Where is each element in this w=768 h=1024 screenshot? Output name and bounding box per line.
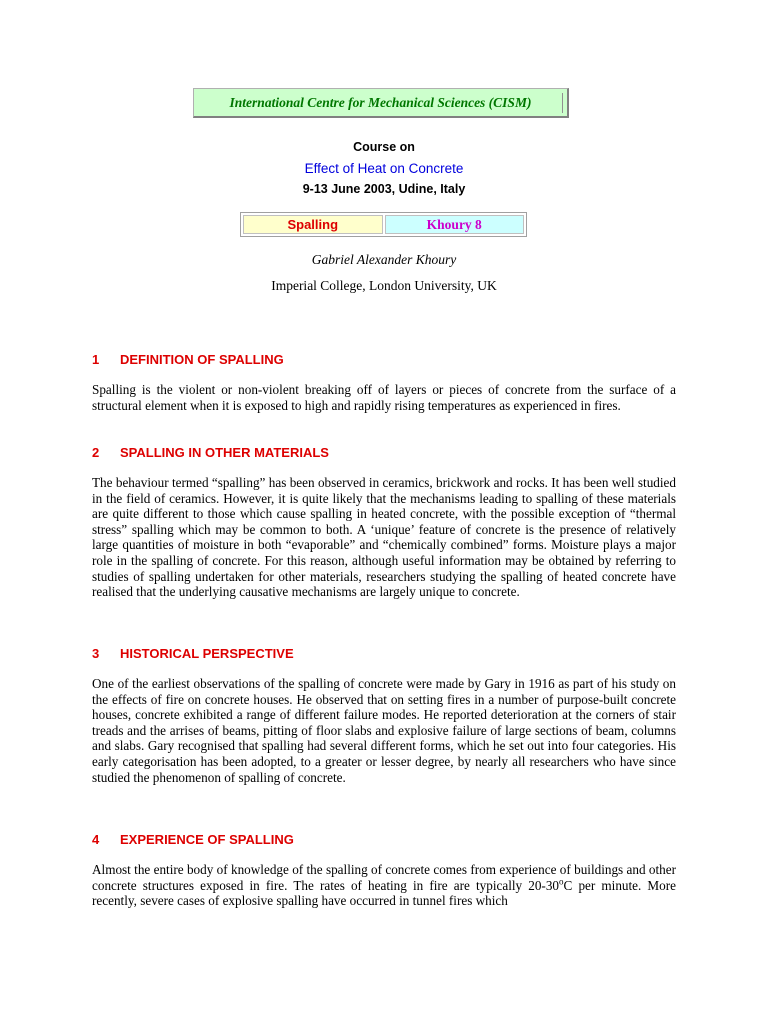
section-historical [92, 646, 676, 785]
section-number: 4 [92, 832, 100, 847]
section-title: SPALLING IN OTHER MATERIALS [120, 445, 329, 460]
section-body [92, 862, 676, 909]
section-body: Spalling is the violent or non-violent breaking off of layers or pieces of concrete from the surface of a structural element when it is exposed to high and rapidly rising temperatures as experienced in fires. [92, 382, 676, 413]
section-number: 3 [92, 646, 100, 661]
body-text-part: Almost the entire body of knowledge of the spalling of concrete comes from experience of buildings and other concrete structures exposed in fire. The rates of heating in fire are typically 20-30 [92, 862, 676, 893]
topic-tag: Spalling [243, 215, 383, 234]
institution-banner [193, 88, 569, 118]
section-number: 2 [92, 445, 100, 460]
section-definition [92, 352, 676, 413]
course-date: 9-13 June 2003, Udine, Italy [302, 182, 466, 196]
section-number: 1 [92, 352, 100, 367]
section-title: DEFINITION OF SPALLING [120, 352, 284, 367]
course-label: Course on [353, 140, 415, 154]
author-name: Gabriel Alexander Khoury [311, 252, 457, 267]
section-title: EXPERIENCE OF SPALLING [120, 832, 294, 847]
lecture-tag: Khoury 8 [385, 215, 525, 234]
banner-divider [562, 93, 563, 113]
section-experience [92, 832, 676, 909]
section-title: HISTORICAL PERSPECTIVE [120, 646, 294, 661]
body-text-part: C per minute. More recently, severe cases of explosive spalling have occurred in tunnel fires which [92, 877, 676, 909]
section-heading [92, 646, 676, 662]
section-heading [92, 445, 676, 461]
section-heading [92, 832, 676, 848]
degree-superscript: o [559, 876, 564, 887]
section-other-materials [92, 445, 676, 600]
lecture-tag-table [240, 212, 527, 237]
section-body: One of the earliest observations of the spalling of concrete were made by Gary in 1916 as part of his study on the effects of fire on concrete houses. He observed that on setting fires in a number of purpose-built concrete houses, concrete exhibited a range of different failure modes. He reported deterioration at the corners of stair treads and the arrises of beams, pitting of floor slabs and explosive failure of large sections of beam, columns and slabs. Gary recognised that spalling had several different forms, which he set out into four categories. His early categorisation has been adopted, to a greater or lesser degree, by nearly all researchers who have since studied the phenomenon of spalling of concrete. [92, 676, 676, 785]
author-affiliation: Imperial College, London University, UK [271, 278, 497, 293]
institution-name: International Centre for Mechanical Sciences (CISM) [229, 94, 532, 110]
section-heading [92, 352, 676, 368]
course-title: Effect of Heat on Concrete [304, 161, 464, 176]
section-body: The behaviour termed “spalling” has been observed in ceramics, brickwork and rocks. It has been well studied in the field of ceramics. However, it is quite likely that the mechanisms leading to spalling of these materials are quite different to those which cause spalling in heated concrete, with the possible exception of “thermal stress” spalling which may be common to both. A ‘unique’ feature of concrete is the presence of relatively large quantities of moisture in both “evaporable” and “chemically combined” forms. Moisture plays a major role in the spalling of concrete. For this reason, although useful information may be obtained by referring to studies of spalling undertaken for other materials, researchers studying the spalling of heated concrete have realised that the underlying causative mechanisms are largely unique to concrete. [92, 475, 676, 600]
